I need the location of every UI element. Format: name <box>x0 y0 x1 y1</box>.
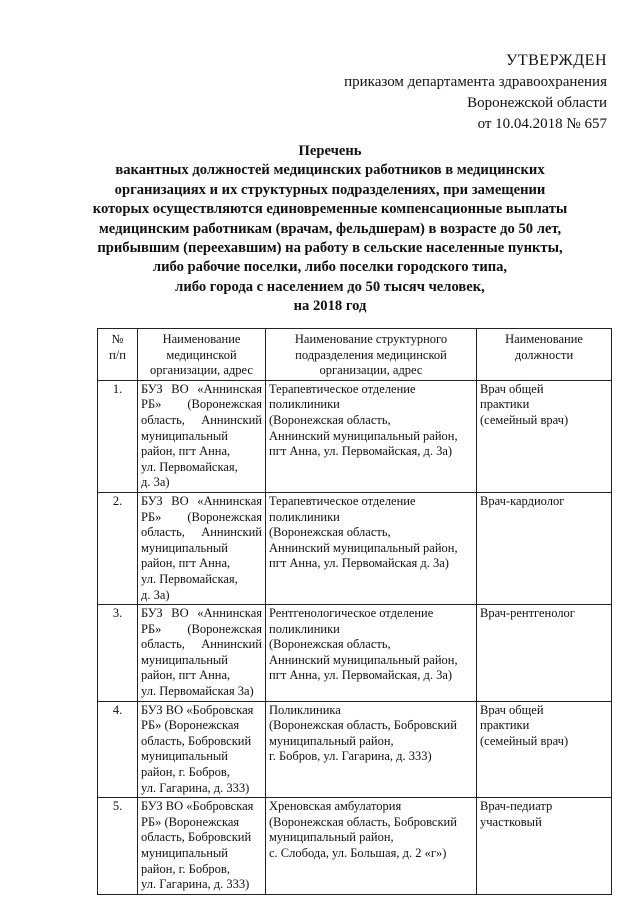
cell-line: РБ» (Воронежская <box>141 509 262 524</box>
position-cell <box>477 380 612 492</box>
header-line: должности <box>514 347 574 362</box>
cell-line: БУЗ ВО «Аннинская <box>141 606 262 621</box>
cell-line: ул. Гагарина, д. 333) <box>141 877 250 892</box>
header-line: № <box>111 332 124 346</box>
row-number: 2. <box>98 492 138 604</box>
table-header-row <box>98 329 612 381</box>
cell-line: д. 3а) <box>141 475 170 490</box>
cell-line: ул. Первомайская, <box>141 571 238 586</box>
title-line: либо рабочие поселки, либо поселки городского типа, <box>152 259 508 276</box>
cell-line: с. Слобода, ул. Большая, д. 2 «г») <box>269 846 447 860</box>
cell-line: Рентгенологическое отделение <box>269 606 434 621</box>
row-number: 4. <box>98 701 138 798</box>
header-line: Наименование <box>162 332 241 346</box>
cell-line: БУЗ ВО «Аннинская <box>141 493 262 508</box>
cell-line: РБ» (Воронежская <box>141 397 262 412</box>
cell-line: ул. Первомайская, <box>141 459 238 474</box>
cell-line: Врач общей <box>480 702 544 717</box>
position-cell <box>477 701 612 798</box>
cell-line: пгт Анна, ул. Первомайская д. 3а) <box>269 556 449 571</box>
cell-line: область, Аннинский <box>141 637 262 652</box>
cell-line: пгт Анна, ул. Первомайская, д. 3а) <box>269 668 453 683</box>
title-line: медицинским работникам (врачам, фельдшерам) в возрасте до 50 лет, <box>98 220 562 237</box>
unit-cell <box>266 492 477 604</box>
table-row <box>98 380 612 492</box>
header-num <box>98 329 138 381</box>
cell-line: (Воронежская область, <box>269 525 391 540</box>
cell-line: Аннинский муниципальный район, <box>269 652 458 667</box>
cell-line: Аннинский муниципальный район, <box>269 428 458 443</box>
organization-cell <box>138 701 266 798</box>
cell-line: практики <box>480 397 530 412</box>
position-cell <box>477 605 612 702</box>
table-row <box>98 701 612 798</box>
cell-line: муниципальный <box>141 652 228 667</box>
cell-line: поликлиники <box>269 397 340 412</box>
header-line: медицинской <box>166 347 237 362</box>
vacancy-table <box>97 328 612 895</box>
cell-line: район, г. Бобров, <box>141 765 230 780</box>
cell-line: Аннинский муниципальный район, <box>269 540 458 555</box>
table-row <box>98 492 612 604</box>
cell-line: Терапевтическое отделение <box>269 381 416 396</box>
title-line: которых осуществляются единовременные компенсационные выплаты <box>92 201 568 218</box>
title-line: организациях и их структурных подразделениях, при замещении <box>114 181 546 198</box>
cell-line: область, Бобровский <box>141 733 252 748</box>
cell-line: БУЗ ВО «Аннинская <box>141 381 262 396</box>
header-line: организации, адрес <box>319 363 423 378</box>
organization-cell <box>138 605 266 702</box>
cell-line: Врач-рентгенолог <box>480 606 575 621</box>
cell-line: участковый <box>480 814 542 829</box>
row-number: 5. <box>98 798 138 895</box>
document-title <box>90 142 570 317</box>
header-line: Наименование структурного <box>294 332 448 346</box>
header-line: Наименование <box>505 332 583 346</box>
cell-line: (Воронежская область, <box>269 412 391 427</box>
cell-line: поликлиники <box>269 509 340 524</box>
cell-line: пгт Анна, ул. Первомайская, д. 3а) <box>269 444 453 459</box>
cell-line: Терапевтическое отделение <box>269 493 416 508</box>
cell-line: Врач-кардиолог <box>480 493 565 508</box>
approval-line-2: Воронежской области <box>467 95 607 111</box>
cell-line: ул. Первомайская 3а) <box>141 684 254 699</box>
row-number: 3. <box>98 605 138 702</box>
cell-line: Врач-педиатр <box>480 799 553 814</box>
cell-line: (Воронежская область, Бобровский <box>269 814 457 829</box>
header-line: п/п <box>109 347 126 362</box>
title-line: прибывшим (переехавшим) на работу в сельские населенные пункты, <box>97 240 563 257</box>
cell-line: ул. Гагарина, д. 333) <box>141 780 250 795</box>
cell-line: практики <box>480 718 530 733</box>
cell-line: РБ» (Воронежская <box>141 814 240 829</box>
approval-line-3: от 10.04.2018 № 657 <box>477 116 607 132</box>
cell-line: РБ» (Воронежская <box>141 718 240 733</box>
title-line: Перечень <box>298 143 362 159</box>
cell-line: БУЗ ВО «Бобровская <box>141 702 254 717</box>
cell-line: Врач общей <box>480 381 544 396</box>
approval-line-1: приказом департамента здравоохранения <box>344 74 607 90</box>
cell-line: (семейный врач) <box>480 412 569 427</box>
cell-line: г. Бобров, ул. Гагарина, д. 333) <box>269 749 432 764</box>
cell-line: район, г. Бобров, <box>141 861 230 876</box>
unit-cell <box>266 380 477 492</box>
cell-line: область, Аннинский <box>141 525 262 540</box>
cell-line: муниципальный район, <box>269 830 394 845</box>
cell-line: муниципальный район, <box>269 733 394 748</box>
cell-line: РБ» (Воронежская <box>141 621 262 636</box>
organization-cell <box>138 380 266 492</box>
cell-line: муниципальный <box>141 540 228 555</box>
cell-line: (семейный врач) <box>480 733 569 748</box>
unit-cell <box>266 798 477 895</box>
cell-line: поликлиники <box>269 621 340 636</box>
row-number: 1. <box>98 380 138 492</box>
organization-cell <box>138 492 266 604</box>
header-org <box>138 329 266 381</box>
cell-line: (Воронежская область, Бобровский <box>269 718 457 733</box>
cell-line: район, пгт Анна, <box>141 668 231 683</box>
cell-line: муниципальный <box>141 749 228 764</box>
cell-line: муниципальный <box>141 846 228 860</box>
unit-cell <box>266 605 477 702</box>
table-row <box>98 605 612 702</box>
cell-line: муниципальный <box>141 428 228 443</box>
title-line: либо города с населением до 50 тысяч человек, <box>175 278 485 295</box>
cell-line: Поликлиника <box>269 702 341 717</box>
cell-line: БУЗ ВО «Бобровская <box>141 799 254 814</box>
header-unit <box>266 329 477 381</box>
header-position <box>477 329 612 381</box>
table-row <box>98 798 612 895</box>
header-line: организации, адрес <box>150 363 253 378</box>
cell-line: район, пгт Анна, <box>141 444 231 459</box>
cell-line: д. 3а) <box>141 587 170 602</box>
organization-cell <box>138 798 266 895</box>
title-line: на 2018 год <box>293 298 367 315</box>
approval-heading: УТВЕРЖДЕН <box>506 52 607 69</box>
approval-block <box>344 50 607 135</box>
cell-line: (Воронежская область, <box>269 637 391 652</box>
cell-line: район, пгт Анна, <box>141 556 231 571</box>
title-line: вакантных должностей медицинских работников в медицинских <box>115 162 545 179</box>
unit-cell <box>266 701 477 798</box>
cell-line: Хреновская амбулатория <box>269 799 402 814</box>
header-line: подразделения медицинской <box>295 347 447 362</box>
cell-line: область, Аннинский <box>141 412 262 427</box>
position-cell <box>477 492 612 604</box>
cell-line: область, Бобровский <box>141 830 252 845</box>
position-cell <box>477 798 612 895</box>
